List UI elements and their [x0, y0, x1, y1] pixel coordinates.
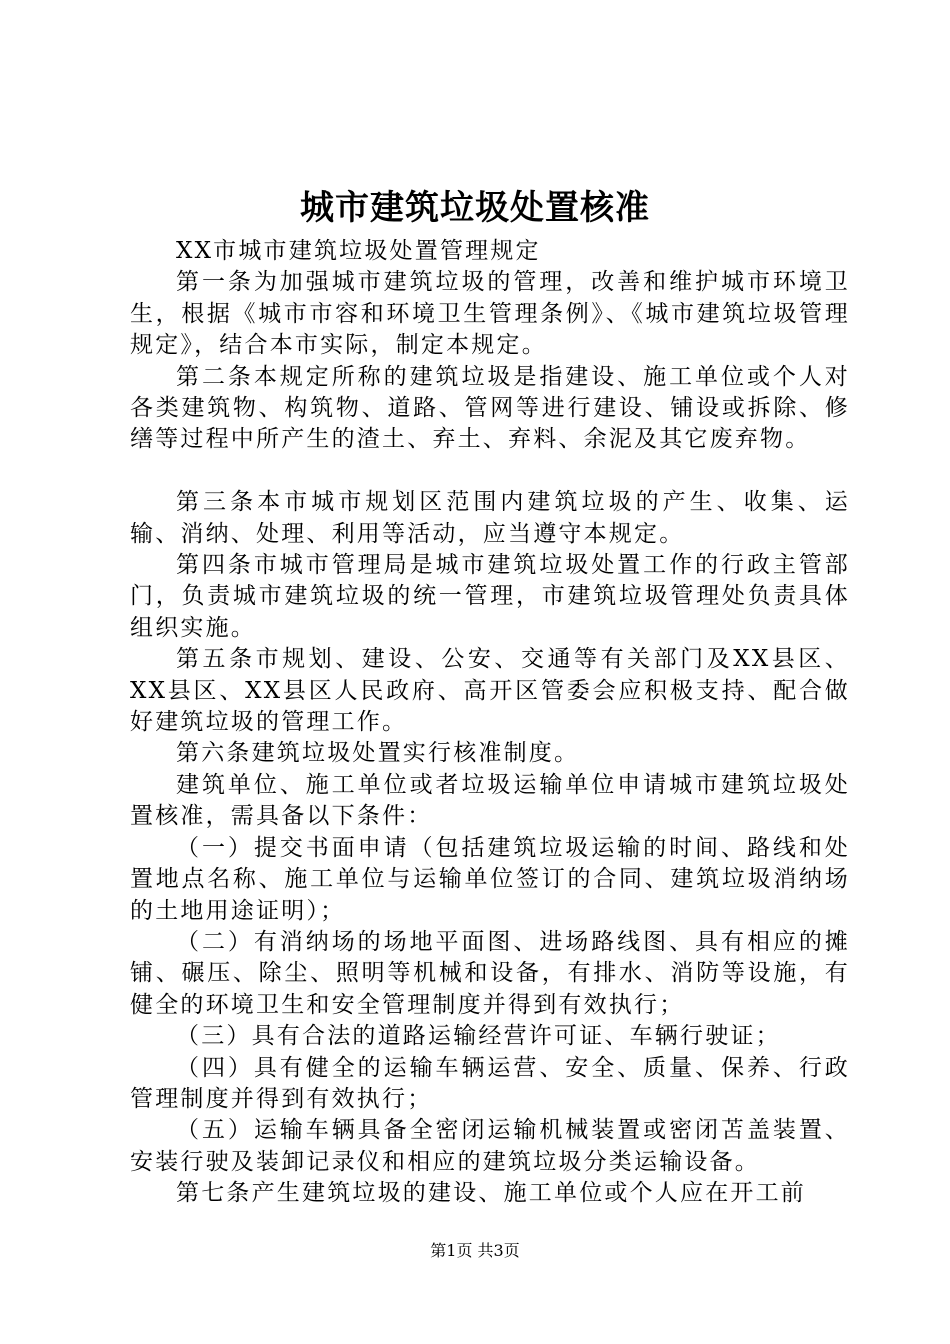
- page-footer: 第1页 共3页: [430, 1241, 520, 1260]
- paragraph-article-2: 第二条本规定所称的建筑垃圾是指建设、施工单位或个人对各类建筑物、构筑物、道路、管网等进行建设、铺设或拆除、修缮等过程中所产生的渣土、弃土、弃料、余泥及其它废弃物。: [130, 363, 850, 453]
- paragraph-conditions-intro: 建筑单位、施工单位或者垃圾运输单位申请城市建筑垃圾处置核准，需具备以下条件：: [130, 771, 850, 830]
- paragraph-article-6: 第六条建筑垃圾处置实行核准制度。: [176, 740, 580, 767]
- paragraph-condition-1: （一）提交书面申请（包括建筑垃圾运输的时间、路线和处置地点名称、施工单位与运输单位签订的合同、建筑垃圾消纳场的土地用途证明）；: [130, 834, 850, 924]
- paragraph-article-7: 第七条产生建筑垃圾的建设、施工单位或个人应在开工前: [176, 1180, 806, 1207]
- paragraph-heading: XX市城市建筑垃圾处置管理规定: [176, 238, 541, 264]
- paragraph-article-5: 第五条市规划、建设、公安、交通等有关部门及XX县区、XX县区、XX县区人民政府、高开区管委会应积极支持、配合做好建筑垃圾的管理工作。: [130, 646, 850, 736]
- paragraph-article-4: 第四条市城市管理局是城市建筑垃圾处置工作的行政主管部门，负责城市建筑垃圾的统一管理，市建筑垃圾管理处负责具体组织实施。: [130, 552, 850, 641]
- paragraph-condition-2: （二）有消纳场的场地平面图、进场路线图、具有相应的摊铺、碾压、除尘、照明等机械和设备，有排水、消防等设施，有健全的环境卫生和安全管理制度并得到有效执行；: [130, 928, 850, 1018]
- paragraph-condition-5: （五）运输车辆具备全密闭运输机械装置或密闭苫盖装置、安装行驶及装卸记录仪和相应的建筑垃圾分类运输设备。: [130, 1117, 850, 1175]
- document-body: [130, 236, 850, 1210]
- paragraph-condition-3: （三）具有合法的道路运输经营许可证、车辆行驶证；: [176, 1023, 781, 1050]
- paragraph-article-1: 第一条为加强城市建筑垃圾的管理，改善和维护城市环境卫生，根据《城市市容和环境卫生管理条例》、《城市建筑垃圾管理规定》，结合本市实际，制定本规定。: [130, 269, 850, 359]
- paragraph-article-3: 第三条本市城市规划区范围内建筑垃圾的产生、收集、运输、消纳、处理、利用等活动，应当遵守本规定。: [130, 489, 850, 547]
- page-title: 城市建筑垃圾处置核准: [300, 188, 650, 228]
- paragraph-condition-4: （四）具有健全的运输车辆运营、安全、质量、保养、行政管理制度并得到有效执行；: [130, 1054, 850, 1112]
